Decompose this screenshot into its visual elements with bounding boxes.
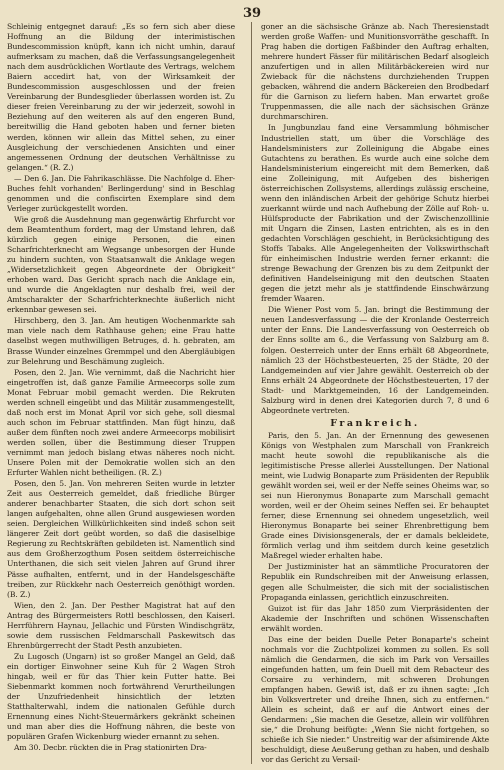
article-paragraph: Die Wiener Post vom 5. Jan. bringt die Bestimmung der neuen Landesverfassung — die der Kronlande Oesterreich unter der Enns. Die Landesverfassung von Oesterreich ob der Enns sollte am 6., die Verfassung von Salzburg am 8. folgen. Oesterreich unter der Enns erhält 68 Abgeordnete, nämlich 23 der Höchstbesteuerten, 25 der Städte, 20 der Landgemeinden auf vier Jahre gewählt. Oesterreich ob der Enns erhält 24 Abgeordnete der Höchstbesteuerten, 17 der Stadt- und Marktgemeinden, 16 der Landgemeinden. Salzburg wird in denen drei Kategorien durch 7, 8 und 6 Abgeordnete vertreten. (261, 305, 489, 415)
article-paragraph: Das eine der beiden Duelle Peter Bonaparte's scheint nochmals vor die Zuchtpolizei kommen zu sollen. Es soll nämlich die Gendarmen, die sich im Park von Versailles eingefunden hatten, um fein Duell mit dem Rebacteur des Corsaire zu verhindern, mit schweren Drohungen empfangen haben. Gewiß ist, daß er zu ihnen sagte: „Ich bin Volksvertreter und dreihe Ihnen, sich zu entfernen.“ Allein es scheint, daß er auf die Antwort eines der Gendarmen: „Sie machen die Gesetze, allein wir vollführen sie,“ die Drohung beifügte: „Wenn Sie nicht fortgehen, so schieße ich Sie nieder.“ Unstreitig war der afsimirende Akte beschuldigt, diese Aeußerung gethan zu haben, und deshalb vor das Gericht zu Versail- (261, 634, 489, 765)
article-paragraph: Der Justizminister hat an sämmtliche Procuratoren der Republik ein Rundschreiben mit der Anweisung erlassen, gegen alle Schulmeister, die sich mit der socialistischen Propaganda einlassen, gerichtlich einzuschreiten. (261, 562, 489, 602)
left-column (7, 22, 235, 766)
article-paragraph: Wien, den 2. Jan. Der Pesther Magistrat hat auf den Antrag des Bürgermeisters Rottl beschlossen, den Kaiserl. Herrführern Haynau, Jellachic und Fürsten Windischgrätz, sowie dem russischen Feldmarschall Paskewitsch das Ehrenbürgerrecht der Stadt Pesth anzubieten. (7, 600, 235, 650)
article-paragraph: Posen, den 2. Jan. Wie vernimmt, daß die Nachricht hier eingetroffen ist, daß ganze Familie Armeecorps solle zum Monat Februar mobil gemacht werden. Die Rekruten werden schnell eingeübt und das Militär zusammengestellt, daß noch erst im Monat April vor sich gehe, soll diesmal auch schon im Februar stattfinden. Man fügt hinzu, daß außer dem fünften noch zwei andere Armeecorps mobilisirt werden sollen, über die Bestimmung dieser Truppen vernimmt man jedoch bislang etwas näheres noch nicht. Unsere Polen mit der Demokratie wollen sich an den Erfurter Wahlen nicht betheiligen. (R. Z.) (7, 367, 235, 478)
article-paragraph: — Den 6. Jan. Die Fahrikaschlässe. Die Nachfolge d. Eher-Buches fehlt vorhanden' Berlingerdung' sind in Beschlag genommen und die confiscirten Exemplare sind dem Verleger zurückgestellt worden. (7, 173, 235, 213)
article-paragraph: Posen, den 5. Jan. Von mehreren Seiten wurde in letzter Zeit aus Oesterreich gemeldet, daß friedliche Bürger anderer benachbarter Staaten, die sich dort schon seit langen aufgehalten, ohne allen Grund ausgewiesen worden seien. Dergleichen Willkürlichkeiten sind indeß schon seit längerer Zeit dort geübt worden, so daß die dasiselbige Regierung zu Rechtskräften gebildeten ist. Namentlich sind aus dem Großherzogthum Posen seitdem österreichische Unterthanen, die sich seit vielen Jahren auf Grund ihrer Pässe aufhalten, entfernt, und in der Handelsgeschäfte treiben, zur Rückkehr nach Oesterreich genöthigt worden. (B. Z.) (7, 479, 235, 599)
section-heading: Frankreich. (330, 417, 420, 429)
article-paragraph: Zu Lugosch (Ungarn) ist so großer Mangel an Geld, daß ein dortiger Einwohner seine Kuh für 2 Wagen Stroh hingab, weil er für das Thier kein Futter hatte. Bei Siebenmarkt kommen noch fortwährend Verurtheilungen der Unzufriedenheit hinsichtlich der letzten Statthalterwahl, indem die nationalen Gefühle durch Ernennung eines Nicht-Steuermärkers gekränkt scheinen und man aber dies die Hoffnung nähren, die beste von populären Grafen Wickenburg wieder ernannt zu sehen. (7, 651, 235, 742)
article-paragraph: goner an die sächsische Gränze ab. Nach Theresienstadt werden große Waffen- und Munitionsvorräthe geschafft. In Prag haben die dortigen Faßbinder den Auftrag erhalten, mehrere hundert Fässer für militärischen Bedarf alsogleich anzufertigen und in allen Militärbäckereien wird nur Zwieback für die nächstens durchziehenden Truppen gebacken, während die andern Bäckereien den Brodbedarf für die Garnison zu liefern haben. Man erwartet große Truppenmassen, die alle nach der sächsischen Gränze durchmarschiren. (261, 22, 489, 122)
article-paragraph: Schleinig entgegnet darauf: „Es so fern sich aber diese Hoffnung an die Bildung der interimistischen Bundescommission knüpft, kann ich nicht umhin, darauf aufmerksam zu machen, daß die Verfassungsangelegenheit nach dem ausdrücklichen Wortlaute des Vertrags, welchem Baiern accedirt hat, von der Wirksamkeit der Bundescommission ausgeschlossen und der freien Vereinbarung der Bundesglieder überlassen worden ist. Zu dieser freien Vereinbarung zu der wir jederzeit, sowohl in Beziehung auf den weiteren als auf den engeren Bund, bereitwillig die Hand geboten haben und ferner bieten werden, können wir allein das Mittel sehen, zu einer Ausgleichung der verschiedenen Ansichten und einer angemessenen Ordnung der deutschen Verhältnisse zu gelangen.“ (R. Z.) (7, 22, 235, 172)
page-number: 39 (242, 6, 262, 21)
column-divider (251, 22, 252, 764)
article-paragraph: Wie groß die Ausdehnung man gegenwärtig Ehrfurcht vor dem Beamtenthum fordert, mag der Umstand lehren, daß kürzlich gegen einige Personen, die einen Scharfrichterknecht am Wegsange unbesorgen der Hunde zu hindern suchten, von Staatsanwalt die Anklage wegen „Widersetzlichkeit gegen Abgeordnete der Obrigkeit“ erhoben ward. Das Gericht sprach nach die Anklage ein, und wurde die Angeklagten nur deshalb frei, weil der Amtscharakter der Scharfrichterknechte äußerlich nicht erkennbar gewesen sei. (7, 214, 235, 315)
article-paragraph: Hirschberg, den 3. Jan. Am heutigen Wochenmarkte sah man viele nach dem Rathhause gehen; eine Frau hatte daselbst wegen muthwilligen Betruges, d. h. gebraten, am Brasse Wunder einzelnes Gremmpel und den Abergläubigen zur Belehrung und Beschämung zugleich. (7, 316, 235, 366)
article-paragraph: In Jungbunzlau fand eine Versammlung böhmischer Industriellen statt, um über die Vorschläge des Handelsministers zur Zolleinigung die Abgabe eines Gutachtens zu berathen. Es wurde auch eine solche dem Handelsministerium eingereicht mit dem Bemerken, daß eine Zolleinigung, mit Aufgeben des bisherigen österreichischen Zollsystems, allerdings zulässig erscheine, wenn den inländischen Arbeit der gehörige Schutz hierbei zuerkannt würde und nach Aufhebung der Zölle auf Roh- u. Hülfsproducte der Fabrikation und der Zwischenzolllinie mit Ungarn die Zinsen, Lasten entrichten, als es in den gedachten Vorschlägen geschieht, in Berücksichtigung des Stoffs Tabaks. Alle Angelegenheiten der Volkswirthschaft für einheimischen Industrie werden ferner erkannt: die strenge Bewachung der Grenzen bis zu dem Zeitpunkt der definitiven Handelseinigung mit den deutschen Staaten gegen die jetzt mehr als je stattfindende Einschwärzung fremder Waaren. (261, 123, 489, 304)
article-paragraph: Guizot ist für das Jahr 1850 zum Vierpräsidenten der Akademie der Inschriften und schönen Wissenschaften erwählt worden. (261, 603, 489, 633)
article-paragraph: Am 30. Decbr. rückten die in Prag stationirten Dra- (14, 743, 207, 753)
right-column (261, 22, 489, 766)
article-paragraph: Paris, den 5. Jan. An der Ernennung des gewesenen Königs von Westphalen zum Marschall von Frankreich macht heute sowohl die republikanische als die legitimistische Presse allerlei Ausstellungen. Der National meint, wie Ludwig Bonaparte zum Präsidenten der Republik gewählt worden sei, weil er der Neffe seines Oheims war, so sei nun Hieronymus Bonaparte zum Marschall gemacht worden, weil er der Oheim seines Neffen sei. Er behauptet ferner, diese Ernennung sei ohnedem ungesetzlich, weil Hieronymus Bonaparte bei seiner Ehrenbrettigung bem Grade eines Divisionsgenerals, der er damals bekleidete, förmlich verlag und ihm seitdem durch keine gesetzlich Maßregel wieder erhalten habe. (261, 430, 489, 561)
